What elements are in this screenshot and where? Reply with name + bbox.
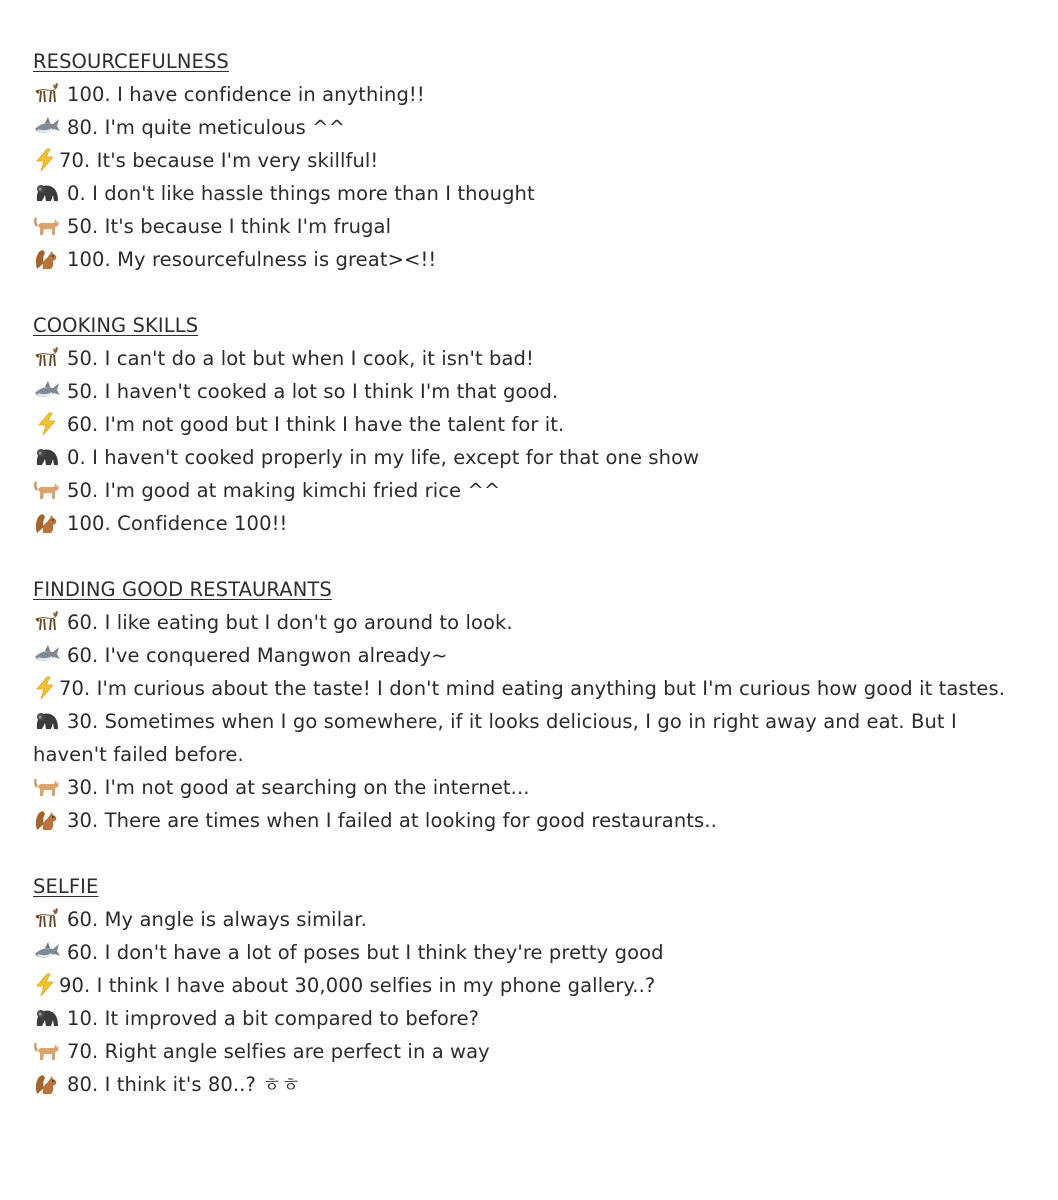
deer-icon bbox=[33, 907, 61, 931]
list-item bbox=[33, 771, 1033, 804]
gorilla-icon bbox=[33, 445, 61, 469]
entry-text: 80. I'm quite meticulous ^^ bbox=[67, 116, 346, 139]
entry-text: 60. My angle is always similar. bbox=[67, 908, 367, 931]
cat-icon bbox=[33, 775, 61, 799]
deer-icon bbox=[33, 610, 61, 634]
list-item bbox=[33, 441, 1033, 474]
section-finding-good-restaurants bbox=[33, 573, 1033, 837]
entry-text: 60. I don't have a lot of poses but I think they're pretty good bbox=[67, 941, 664, 964]
shark-icon bbox=[33, 643, 61, 667]
entry-text: 70. It's because I'm very skillful! bbox=[59, 149, 379, 172]
entry-text: 0. I don't like hassle things more than I thought bbox=[67, 182, 535, 205]
list-item bbox=[33, 969, 1033, 1002]
entry-text: 70. I'm curious about the taste! I don't mind eating anything but I'm curious how good it tastes. bbox=[59, 677, 1006, 700]
list-item bbox=[33, 1035, 1033, 1068]
section-title: SELFIE bbox=[33, 875, 99, 898]
entry-text: 100. My resourcefulness is great><!! bbox=[67, 248, 437, 271]
entry-text: 60. I like eating but I don't go around to look. bbox=[67, 611, 513, 634]
list-item bbox=[33, 903, 1033, 936]
entry-text: 90. I think I have about 30,000 selfies in my phone gallery..? bbox=[59, 974, 656, 997]
cat-icon bbox=[33, 478, 61, 502]
shark-icon bbox=[33, 115, 61, 139]
squirrel-icon bbox=[33, 511, 61, 535]
list-item bbox=[33, 507, 1033, 540]
entry-text: 10. It improved a bit compared to before? bbox=[67, 1007, 480, 1030]
entry-text: 50. I haven't cooked a lot so I think I'm that good. bbox=[67, 380, 559, 403]
cat-icon bbox=[33, 214, 61, 238]
section-cooking-skills bbox=[33, 309, 1033, 540]
entry-text: 50. I'm good at making kimchi fried rice ^^ bbox=[67, 479, 501, 502]
list-item bbox=[33, 342, 1033, 375]
list-item bbox=[33, 408, 1033, 441]
deer-icon bbox=[33, 346, 61, 370]
squirrel-icon bbox=[33, 1072, 61, 1096]
section-title: RESOURCEFULNESS bbox=[33, 50, 229, 73]
entry-text: 100. I have confidence in anything!! bbox=[67, 83, 425, 106]
list-item bbox=[33, 144, 1033, 177]
gorilla-icon bbox=[33, 181, 61, 205]
entry-text: 0. I haven't cooked properly in my life, except for that one show bbox=[67, 446, 700, 469]
list-item bbox=[33, 936, 1033, 969]
list-item bbox=[33, 804, 1033, 837]
squirrel-icon bbox=[33, 247, 61, 271]
list-item bbox=[33, 639, 1033, 672]
shark-icon bbox=[33, 379, 61, 403]
list-item bbox=[33, 111, 1033, 144]
squirrel-icon bbox=[33, 808, 61, 832]
list-item bbox=[33, 672, 1033, 705]
gorilla-icon bbox=[33, 709, 61, 733]
section-resourcefulness bbox=[33, 45, 1033, 276]
section-title: FINDING GOOD RESTAURANTS bbox=[33, 578, 332, 601]
gorilla-icon bbox=[33, 1006, 61, 1030]
entry-text: 80. I think it's 80..? ㅎㅎ bbox=[67, 1073, 301, 1096]
list-item bbox=[33, 705, 1033, 771]
entry-text: 100. Confidence 100!! bbox=[67, 512, 288, 535]
entry-text: 50. I can't do a lot but when I cook, it isn't bad! bbox=[67, 347, 534, 370]
cat-icon bbox=[33, 1039, 61, 1063]
list-item bbox=[33, 210, 1033, 243]
list-item bbox=[33, 1002, 1033, 1035]
list-item bbox=[33, 78, 1033, 111]
entry-text: 60. I've conquered Mangwon already~ bbox=[67, 644, 448, 667]
deer-icon bbox=[33, 82, 61, 106]
list-item bbox=[33, 177, 1033, 210]
lightning-icon bbox=[33, 148, 57, 172]
entry-text: 60. I'm not good but I think I have the talent for it. bbox=[67, 413, 565, 436]
shark-icon bbox=[33, 940, 61, 964]
list-item bbox=[33, 1068, 1033, 1101]
entry-text: 50. It's because I think I'm frugal bbox=[67, 215, 392, 238]
entry-text: 30. I'm not good at searching on the internet... bbox=[67, 776, 530, 799]
entry-text: 70. Right angle selfies are perfect in a way bbox=[67, 1040, 490, 1063]
lightning-icon bbox=[33, 412, 61, 436]
entry-text: 30. Sometimes when I go somewhere, if it looks delicious, I go in right away and eat. But I haven't failed before. bbox=[33, 710, 957, 766]
entry-text: 30. There are times when I failed at looking for good restaurants.. bbox=[67, 809, 717, 832]
list-item bbox=[33, 474, 1033, 507]
lightning-icon bbox=[33, 973, 57, 997]
list-item bbox=[33, 375, 1033, 408]
list-item bbox=[33, 243, 1033, 276]
document-body bbox=[33, 45, 1033, 1134]
section-selfie bbox=[33, 870, 1033, 1101]
list-item bbox=[33, 606, 1033, 639]
lightning-icon bbox=[33, 676, 57, 700]
section-title: COOKING SKILLS bbox=[33, 314, 199, 337]
